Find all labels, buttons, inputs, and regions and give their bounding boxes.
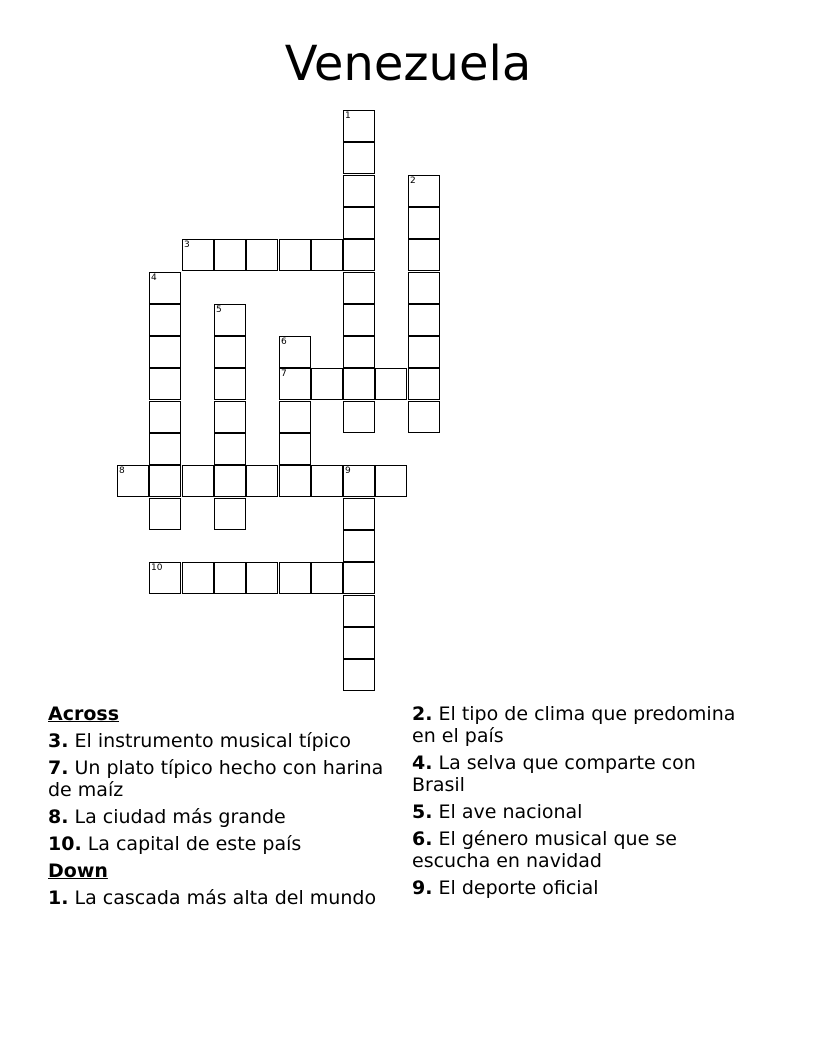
grid-cell[interactable] xyxy=(149,401,181,433)
grid-cell[interactable] xyxy=(149,368,181,400)
cell-number: 3 xyxy=(184,240,190,250)
clue-number: 5. xyxy=(412,801,433,823)
grid-cell[interactable] xyxy=(149,272,181,304)
grid-cell[interactable] xyxy=(149,336,181,368)
grid-cell[interactable] xyxy=(214,498,246,530)
grid-cell[interactable] xyxy=(246,465,278,497)
clue-text: La selva que comparte con Brasil xyxy=(412,752,696,796)
cell-number: 7 xyxy=(281,369,287,379)
grid-cell[interactable] xyxy=(343,207,375,239)
grid-cell[interactable] xyxy=(182,239,214,271)
clue-number: 1. xyxy=(48,887,69,909)
grid-cell[interactable] xyxy=(279,239,311,271)
clues-column-left xyxy=(48,703,388,914)
grid-cell[interactable] xyxy=(279,368,311,400)
clue-number: 6. xyxy=(412,828,433,850)
grid-cell[interactable] xyxy=(343,465,375,497)
clue-down-2 xyxy=(412,703,752,747)
clue-text: La cascada más alta del mundo xyxy=(74,887,377,909)
clue-text: El deporte oficial xyxy=(438,877,599,899)
grid-cell[interactable] xyxy=(149,433,181,465)
grid-cell[interactable] xyxy=(214,433,246,465)
cell-number: 2 xyxy=(410,176,416,186)
clue-number: 4. xyxy=(412,752,433,774)
grid-cell[interactable] xyxy=(343,595,375,627)
grid-cell[interactable] xyxy=(375,465,407,497)
clue-down-4 xyxy=(412,752,752,796)
grid-cell[interactable] xyxy=(182,465,214,497)
clue-down-1 xyxy=(48,887,388,909)
grid-cell[interactable] xyxy=(214,368,246,400)
grid-cell[interactable] xyxy=(343,498,375,530)
clue-number: 7. xyxy=(48,757,69,779)
clue-across-3 xyxy=(48,730,388,752)
grid-cell[interactable] xyxy=(279,433,311,465)
grid-cell[interactable] xyxy=(149,498,181,530)
grid-cell[interactable] xyxy=(408,304,440,336)
clue-down-6 xyxy=(412,828,752,872)
across-heading: Across xyxy=(48,703,120,725)
grid-cell[interactable] xyxy=(214,465,246,497)
grid-cell[interactable] xyxy=(343,336,375,368)
grid-cell[interactable] xyxy=(343,562,375,594)
clue-across-8 xyxy=(48,806,388,828)
cell-number: 9 xyxy=(345,466,351,476)
clue-number: 2. xyxy=(412,703,433,725)
clue-number: 3. xyxy=(48,730,69,752)
cell-number: 10 xyxy=(151,563,163,573)
clues-column-right xyxy=(412,703,752,904)
grid-cell[interactable] xyxy=(279,562,311,594)
grid-cell[interactable] xyxy=(214,239,246,271)
clue-text: El instrumento musical típico xyxy=(74,730,351,752)
grid-cell[interactable] xyxy=(343,627,375,659)
down-heading: Down xyxy=(48,860,108,882)
clue-across-10 xyxy=(48,833,388,855)
cell-number: 6 xyxy=(281,337,287,347)
grid-cell[interactable] xyxy=(408,175,440,207)
grid-cell[interactable] xyxy=(408,272,440,304)
grid-cell[interactable] xyxy=(311,465,343,497)
clue-text: El ave nacional xyxy=(438,801,583,823)
grid-cell[interactable] xyxy=(343,530,375,562)
grid-cell[interactable] xyxy=(343,659,375,691)
grid-cell[interactable] xyxy=(343,110,375,142)
grid-cell[interactable] xyxy=(311,368,343,400)
grid-cell[interactable] xyxy=(149,562,181,594)
grid-cell[interactable] xyxy=(311,239,343,271)
grid-cell[interactable] xyxy=(117,465,149,497)
grid-cell[interactable] xyxy=(246,562,278,594)
cell-number: 8 xyxy=(119,466,125,476)
grid-cell[interactable] xyxy=(343,401,375,433)
grid-cell[interactable] xyxy=(408,368,440,400)
grid-cell[interactable] xyxy=(149,304,181,336)
clue-text: El género musical que se escucha en navidad xyxy=(412,828,677,872)
clue-text: El tipo de clima que predomina en el país xyxy=(412,703,736,747)
grid-cell[interactable] xyxy=(343,368,375,400)
grid-cell[interactable] xyxy=(214,401,246,433)
clue-text: La capital de este país xyxy=(87,833,302,855)
grid-cell[interactable] xyxy=(408,401,440,433)
grid-cell[interactable] xyxy=(343,175,375,207)
clue-number: 9. xyxy=(412,877,433,899)
grid-cell[interactable] xyxy=(279,336,311,368)
grid-cell[interactable] xyxy=(408,207,440,239)
grid-cell[interactable] xyxy=(343,239,375,271)
grid-cell[interactable] xyxy=(182,562,214,594)
clue-text: La ciudad más grande xyxy=(74,806,286,828)
cell-number: 5 xyxy=(216,305,222,315)
clue-down-5 xyxy=(412,801,752,823)
grid-cell[interactable] xyxy=(343,142,375,174)
clue-number: 8. xyxy=(48,806,69,828)
grid-cell[interactable] xyxy=(279,401,311,433)
grid-cell[interactable] xyxy=(214,562,246,594)
grid-cell[interactable] xyxy=(311,562,343,594)
grid-cell[interactable] xyxy=(408,239,440,271)
cell-number: 1 xyxy=(345,111,351,121)
grid-cell[interactable] xyxy=(375,368,407,400)
clue-text: Un plato típico hecho con harina de maíz xyxy=(48,757,384,801)
cell-number: 4 xyxy=(151,273,157,283)
grid-cell[interactable] xyxy=(214,304,246,336)
grid-cell[interactable] xyxy=(343,304,375,336)
puzzle-title: Venezuela xyxy=(284,36,532,92)
clue-number: 10. xyxy=(48,833,82,855)
grid-cell[interactable] xyxy=(343,272,375,304)
clue-across-7 xyxy=(48,757,388,801)
grid-cell[interactable] xyxy=(214,336,246,368)
grid-cell[interactable] xyxy=(149,465,181,497)
grid-cell[interactable] xyxy=(246,239,278,271)
grid-cell[interactable] xyxy=(279,465,311,497)
grid-cell[interactable] xyxy=(408,336,440,368)
clue-down-9 xyxy=(412,877,752,899)
